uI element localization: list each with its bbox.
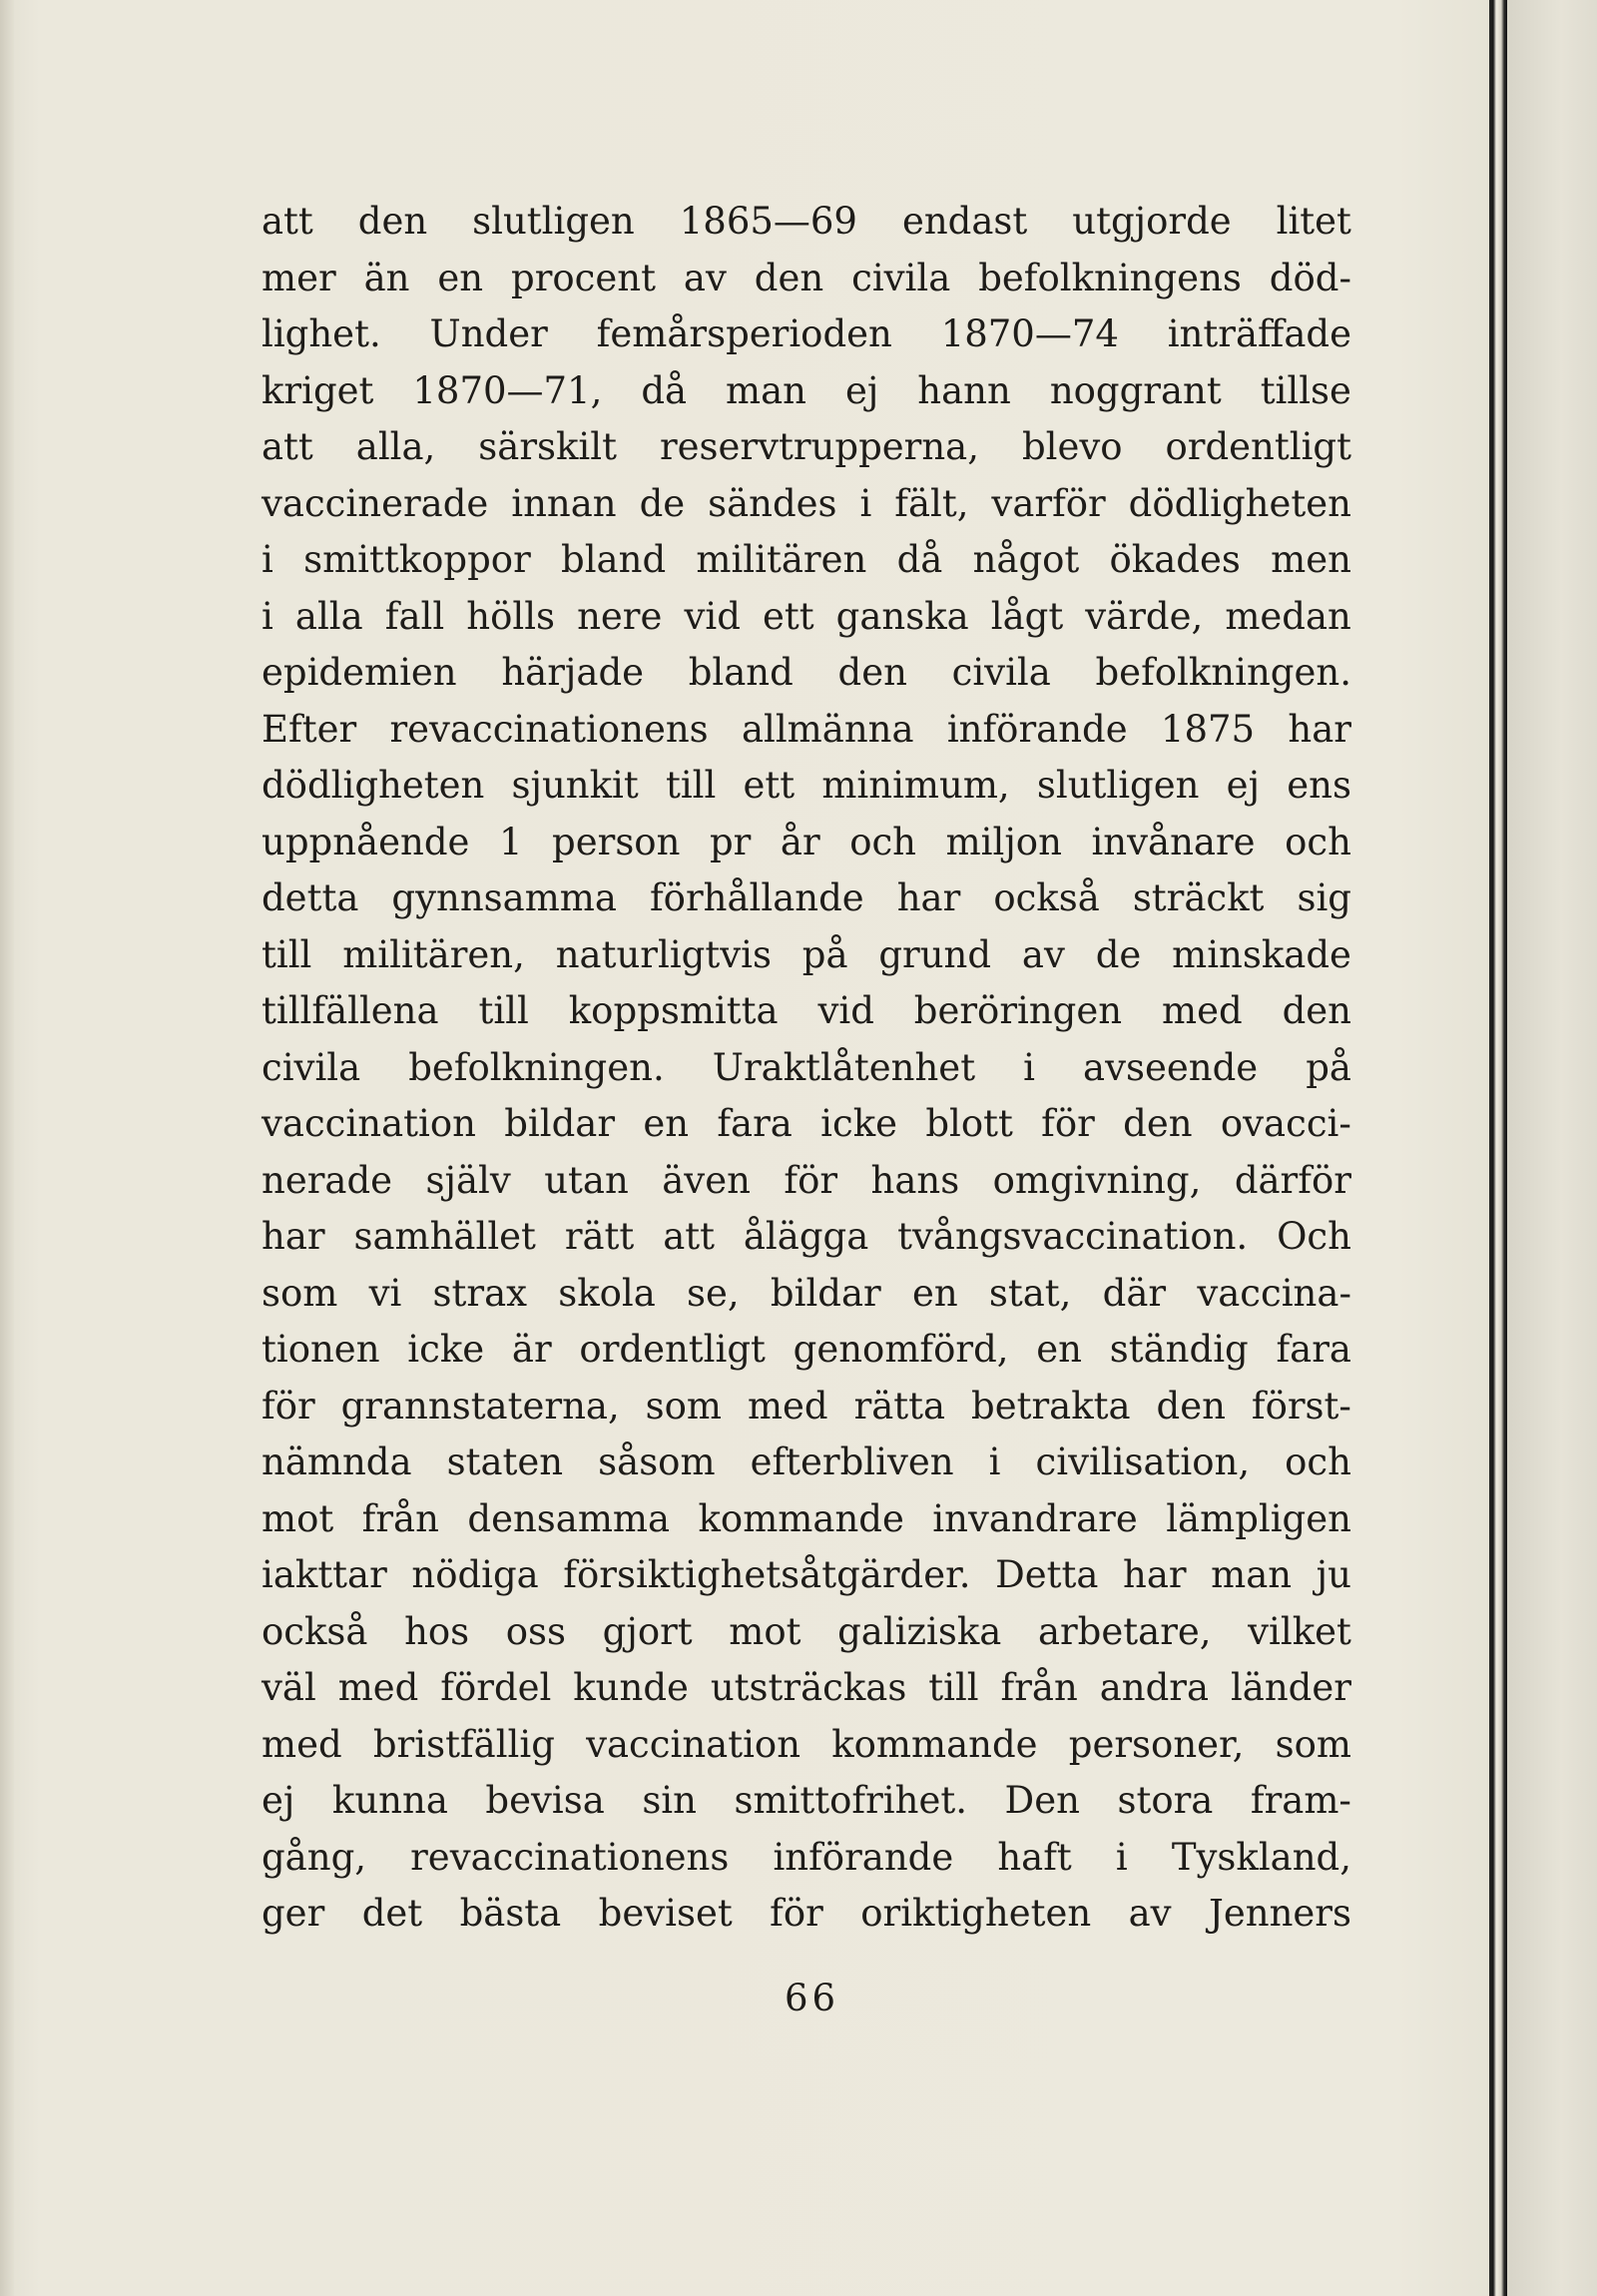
word: strax — [432, 1271, 528, 1315]
word: gynnsamma — [391, 876, 617, 919]
word: ens — [1287, 764, 1351, 807]
word: är — [511, 1328, 552, 1371]
word: vaccinerade — [262, 481, 489, 525]
word: med — [1162, 989, 1243, 1032]
word: femårsperioden — [596, 312, 892, 355]
word: av — [1021, 932, 1065, 976]
text-line — [262, 1040, 1351, 1097]
word: nerade — [262, 1158, 393, 1202]
word: med — [747, 1384, 828, 1428]
word: hann — [917, 368, 1011, 412]
word: och — [849, 820, 917, 863]
word: iakttar — [262, 1553, 387, 1596]
word: sjunkit — [511, 764, 639, 807]
word: Tyskland, — [1171, 1835, 1351, 1879]
page-left-edge — [0, 0, 14, 2296]
word: med — [337, 1666, 419, 1709]
word: grannstaterna, — [340, 1384, 620, 1428]
word: som — [645, 1384, 723, 1428]
word: personer, — [1068, 1722, 1245, 1766]
word: fram- — [1250, 1779, 1351, 1822]
word: ett — [743, 764, 796, 807]
word: i — [262, 538, 273, 581]
word: minimum, — [821, 764, 1010, 807]
word: fara — [1276, 1328, 1351, 1371]
word: militären, — [342, 932, 525, 976]
word: vid — [684, 594, 741, 638]
word: ej — [1226, 764, 1261, 807]
word: 1870—71, — [412, 368, 603, 412]
word: fördel — [440, 1666, 552, 1709]
word: där — [1102, 1271, 1167, 1315]
word: tillse — [1260, 368, 1351, 412]
text-line — [262, 1660, 1351, 1717]
word: revaccinationens — [389, 707, 709, 751]
word: Under — [429, 312, 548, 355]
word: pr — [709, 820, 752, 863]
text-line — [262, 1322, 1351, 1379]
word: vaccina- — [1197, 1271, 1351, 1315]
word: bristfällig — [372, 1722, 555, 1766]
word: bland — [688, 651, 794, 694]
word: nere — [577, 594, 663, 638]
word: icke — [820, 1102, 898, 1145]
page-number-text: 66 — [785, 1977, 840, 2019]
word: epidemien — [262, 651, 457, 694]
word: de — [639, 481, 686, 525]
word: till — [665, 764, 717, 807]
word: själv — [425, 1158, 511, 1202]
word: endast — [901, 200, 1028, 243]
word: civila — [262, 1045, 361, 1089]
word: för — [262, 1384, 315, 1428]
word: noggrant — [1049, 368, 1222, 412]
word: bildar — [770, 1271, 881, 1315]
word: den — [837, 651, 907, 694]
word: Och — [1277, 1215, 1351, 1258]
word: oss — [505, 1609, 567, 1653]
text-line — [262, 702, 1351, 759]
word: beviset — [598, 1892, 733, 1935]
word: invandrare — [932, 1496, 1138, 1540]
word: naturligtvis — [555, 932, 772, 976]
word: alla — [294, 594, 363, 638]
word: minskade — [1172, 932, 1351, 976]
text-line — [262, 983, 1351, 1040]
word: befolkningens — [978, 256, 1242, 299]
word: avseende — [1083, 1045, 1259, 1089]
word: för — [1041, 1102, 1095, 1145]
word: efterbliven — [750, 1440, 954, 1483]
text-line — [262, 363, 1351, 420]
word: se, — [687, 1271, 740, 1315]
word: galiziska — [837, 1609, 1002, 1653]
text-line — [262, 758, 1351, 815]
text-line — [262, 1547, 1351, 1604]
word: tionen — [262, 1328, 380, 1371]
word: försiktighetsåtgärder. — [563, 1553, 971, 1596]
book-gutter — [1489, 0, 1507, 2296]
word: uppnående — [262, 820, 470, 863]
word: lighet. — [262, 312, 381, 355]
word: men — [1271, 538, 1351, 581]
word: än — [363, 256, 410, 299]
word: det — [361, 1892, 423, 1935]
word: de — [1095, 932, 1142, 976]
word: mer — [262, 256, 336, 299]
word: fara — [717, 1102, 793, 1145]
word: ett — [762, 594, 814, 638]
word: hans — [870, 1158, 960, 1202]
word: koppsmitta — [568, 989, 779, 1032]
word: militären — [696, 538, 867, 581]
word: 1870—74 — [940, 312, 1119, 355]
word: också — [262, 1609, 368, 1653]
word: att — [262, 200, 313, 243]
word: till — [478, 989, 529, 1032]
word: betrakta — [971, 1384, 1131, 1428]
word: då — [641, 368, 688, 412]
word: omgivning, — [992, 1158, 1202, 1202]
word: samhället — [353, 1215, 536, 1258]
word: vaccination — [262, 1102, 476, 1145]
word: bland — [561, 538, 667, 581]
word: 1 — [498, 820, 523, 863]
word: från — [361, 1496, 439, 1540]
word: från — [1000, 1666, 1078, 1709]
word: i — [1023, 1045, 1035, 1089]
text-line — [262, 1266, 1351, 1323]
word: på — [1306, 1045, 1351, 1089]
word: nämnda — [262, 1440, 412, 1483]
word: ökades — [1109, 538, 1241, 581]
text-line — [262, 1209, 1351, 1266]
word: procent — [511, 256, 656, 299]
word: särskilt — [478, 425, 617, 468]
word: av — [683, 256, 727, 299]
text-line — [262, 645, 1351, 702]
word: Uraktlåtenhet — [712, 1045, 976, 1089]
word: för — [784, 1158, 838, 1202]
word: gjort — [602, 1609, 693, 1653]
word: i — [262, 594, 273, 638]
word: den — [754, 256, 824, 299]
text-line — [262, 1830, 1351, 1887]
word: Efter — [262, 707, 357, 751]
word: ej — [262, 1779, 295, 1822]
text-line — [262, 1435, 1351, 1491]
word: lågt — [990, 594, 1064, 638]
word: reservtrupperna, — [659, 425, 979, 468]
word: ovacci- — [1220, 1102, 1351, 1145]
word: tvångsvaccination. — [897, 1215, 1249, 1258]
text-line — [262, 251, 1351, 307]
word: till — [262, 932, 312, 976]
word: i — [988, 1440, 1001, 1483]
word: mot — [729, 1609, 801, 1653]
word: död- — [1269, 256, 1351, 299]
word: ger — [262, 1892, 325, 1935]
word: allmänna — [741, 707, 914, 751]
text-line — [262, 532, 1351, 589]
text-line — [262, 1096, 1351, 1153]
word: 1875 — [1160, 707, 1256, 751]
word: först- — [1251, 1384, 1351, 1428]
word: kunde — [573, 1666, 689, 1709]
text-line — [262, 870, 1351, 927]
word: civila — [851, 256, 951, 299]
word: utgjorde — [1072, 200, 1232, 243]
word: litet — [1276, 200, 1351, 243]
text-line — [262, 1773, 1351, 1830]
word: den — [357, 200, 428, 243]
word: härjade — [501, 651, 645, 694]
word: även — [662, 1158, 751, 1202]
word: en — [643, 1102, 690, 1145]
word: väl — [262, 1666, 316, 1709]
word: vilket — [1248, 1609, 1351, 1653]
word: grund — [878, 932, 992, 976]
word: kriget — [262, 368, 374, 412]
word: ständig — [1109, 1328, 1249, 1371]
body-text — [262, 194, 1351, 1943]
word: oriktigheten — [860, 1892, 1092, 1935]
word: man — [1211, 1553, 1293, 1596]
word: som — [1275, 1722, 1351, 1766]
word: arbetare, — [1037, 1609, 1212, 1653]
word: mot — [262, 1496, 334, 1540]
word: genomförd, — [793, 1328, 1009, 1371]
word: sin — [642, 1779, 697, 1822]
word: stora — [1117, 1779, 1214, 1822]
word: varför — [991, 481, 1106, 525]
word: i — [859, 481, 872, 525]
word: vi — [368, 1271, 402, 1315]
word: slutligen — [472, 200, 635, 243]
word: Jenners — [1209, 1892, 1351, 1935]
word: ej — [844, 368, 879, 412]
word: för — [770, 1892, 823, 1935]
word: något — [972, 538, 1080, 581]
text-line — [262, 306, 1351, 363]
word: och — [1285, 820, 1351, 863]
word: nödiga — [411, 1553, 539, 1596]
word: Den — [1004, 1779, 1080, 1822]
word: innan — [511, 481, 617, 525]
text-line — [262, 1886, 1351, 1943]
text-line — [262, 1604, 1351, 1661]
word: man — [726, 368, 807, 412]
word: skola — [558, 1271, 656, 1315]
word: revaccinationens — [410, 1835, 730, 1879]
word: med — [262, 1722, 342, 1766]
word: blevo — [1021, 425, 1123, 468]
word: en — [437, 256, 484, 299]
word: icke — [407, 1328, 485, 1371]
word: att — [663, 1215, 715, 1258]
word: civilisation, — [1035, 1440, 1251, 1483]
text-line — [262, 1379, 1351, 1435]
word: har — [896, 876, 961, 919]
word: kunna — [331, 1779, 448, 1822]
word: ordentligt — [1165, 425, 1351, 468]
word: haft — [997, 1835, 1072, 1879]
word: staten — [446, 1440, 564, 1483]
word: gång, — [262, 1835, 367, 1879]
word: smittofrihet. — [734, 1779, 967, 1822]
word: dödligheten — [1128, 481, 1351, 525]
word: har — [262, 1215, 325, 1258]
word: civila — [951, 651, 1051, 694]
text-line — [262, 1153, 1351, 1210]
word: har — [1122, 1553, 1187, 1596]
word: hölls — [466, 594, 556, 638]
word: dödligheten — [262, 764, 485, 807]
word: bildar — [504, 1102, 616, 1145]
word: på — [801, 932, 848, 976]
word: värde, — [1085, 594, 1204, 638]
word: utan — [544, 1158, 629, 1202]
word: en — [911, 1271, 958, 1315]
text-line — [262, 589, 1351, 646]
word: och — [1285, 1440, 1351, 1483]
word: i — [1115, 1835, 1128, 1879]
word: andra — [1099, 1666, 1210, 1709]
word: smittkoppor — [303, 538, 531, 581]
word: såsom — [598, 1440, 716, 1483]
word: sig — [1297, 876, 1351, 919]
word: då — [896, 538, 943, 581]
word: förhållande — [649, 876, 864, 919]
word: också — [993, 876, 1100, 919]
word: inträffade — [1167, 312, 1351, 355]
word: befolkningen. — [408, 1045, 665, 1089]
word: länder — [1230, 1666, 1351, 1709]
word: 1865—69 — [679, 200, 857, 243]
word: fall — [384, 594, 445, 638]
word: hos — [404, 1609, 470, 1653]
text-line — [262, 1717, 1351, 1774]
word: slutligen — [1036, 764, 1200, 807]
word: den — [1282, 989, 1351, 1032]
word: person — [552, 820, 681, 863]
word: detta — [262, 876, 359, 919]
word: sändes — [708, 481, 837, 525]
word: blott — [925, 1102, 1013, 1145]
word: år — [780, 820, 820, 863]
word: av — [1128, 1892, 1172, 1935]
word: alla, — [355, 425, 436, 468]
word: ordentligt — [579, 1328, 766, 1371]
word: invånare — [1091, 820, 1256, 863]
word: att — [262, 425, 313, 468]
word: fält, — [894, 481, 969, 525]
word: rätt — [564, 1215, 635, 1258]
adjacent-page-edge — [1507, 0, 1597, 2296]
word: kommande — [698, 1496, 904, 1540]
word: ålägga — [743, 1215, 869, 1258]
word: lämpligen — [1166, 1496, 1351, 1540]
text-line — [262, 927, 1351, 984]
word: utsträckas — [710, 1666, 907, 1709]
word: beröringen — [913, 989, 1123, 1032]
text-line — [262, 419, 1351, 476]
word: därför — [1234, 1158, 1351, 1202]
word: kommande — [831, 1722, 1038, 1766]
word: införande — [773, 1835, 954, 1879]
word: miljon — [945, 820, 1062, 863]
word: bästa — [459, 1892, 562, 1935]
word: stat, — [988, 1271, 1072, 1315]
text-line — [262, 194, 1351, 251]
text-line — [262, 815, 1351, 871]
word: den — [1123, 1102, 1193, 1145]
text-line — [262, 476, 1351, 533]
word: införande — [946, 707, 1128, 751]
word: har — [1288, 707, 1351, 751]
word: en — [1036, 1328, 1083, 1371]
word: bevisa — [485, 1779, 605, 1822]
word: till — [928, 1666, 979, 1709]
word: Detta — [995, 1553, 1099, 1596]
word: den — [1156, 1384, 1226, 1428]
text-line — [262, 1491, 1351, 1548]
word: medan — [1225, 594, 1351, 638]
word: befolkningen. — [1095, 651, 1351, 694]
word: ju — [1316, 1553, 1351, 1596]
word: sträckt — [1132, 876, 1265, 919]
word: densamma — [467, 1496, 671, 1540]
word: vid — [817, 989, 874, 1032]
word: som — [262, 1271, 338, 1315]
word: vaccination — [586, 1722, 801, 1766]
word: ganska — [835, 594, 969, 638]
word: tillfällena — [262, 989, 439, 1032]
word: rätta — [853, 1384, 946, 1428]
